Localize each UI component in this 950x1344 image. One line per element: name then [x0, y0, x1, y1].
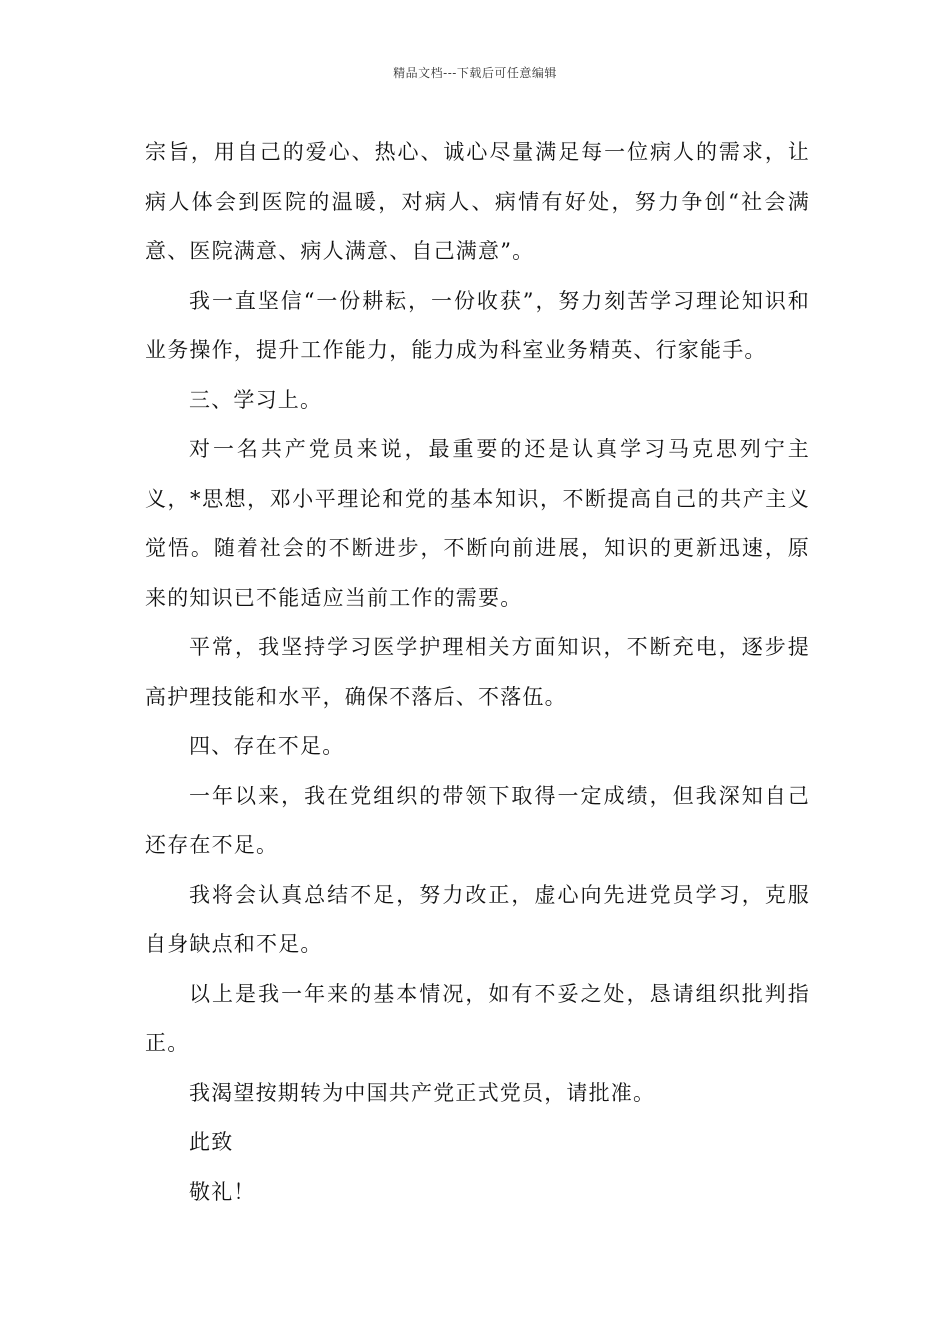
document-body — [145, 128, 810, 1217]
paragraph: 我一直坚信“一份耕耘，一份收获”，努力刻苦学习理论知识和业务操作，提升工作能力，能力成为科室业务精英、行家能手。 — [145, 288, 810, 362]
section-heading-shortcomings: 四、存在不足。 — [189, 734, 345, 758]
section-heading-study: 三、学习上。 — [189, 387, 323, 412]
paragraph: 平常，我坚持学习医学护理相关方面知识，不断充电，逐步提高护理技能和水平，确保不落后、不落伍。 — [145, 635, 810, 709]
paragraph: 对一名共产党员来说，最重要的还是认真学习马克思列宁主义，*思想，邓小平理论和党的基本知识，不断提高自己的共产主义觉悟。随着社会的不断进步，不断向前进展，知识的更新迅速，原来的知识已不能适应当前工作的需要。 — [145, 437, 810, 610]
paragraph-continuation: 宗旨，用自己的爱心、热心、诚心尽量满足每一位病人的需求，让病人体会到医院的温暖，对病人、病情有好处，努力争创“社会满意、医院满意、病人满意、自己满意”。 — [145, 140, 810, 263]
page-header: 精品文档---下载后可任意编辑 — [393, 66, 557, 80]
paragraph: 一年以来，我在党组织的带领下取得一定成绩，但我深知自己还存在不足。 — [145, 783, 810, 857]
closing-salutation: 此致 — [189, 1130, 234, 1154]
paragraph: 我将会认真总结不足，努力改正，虚心向先进党员学习，克服自身缺点和不足。 — [145, 882, 810, 956]
closing-regards: 敬礼！ — [189, 1179, 256, 1204]
paragraph-request: 我渴望按期转为中国共产党正式党员，请批准。 — [189, 1080, 656, 1105]
paragraph: 以上是我一年来的基本情况，如有不妥之处，恳请组织批判指正。 — [145, 981, 810, 1055]
